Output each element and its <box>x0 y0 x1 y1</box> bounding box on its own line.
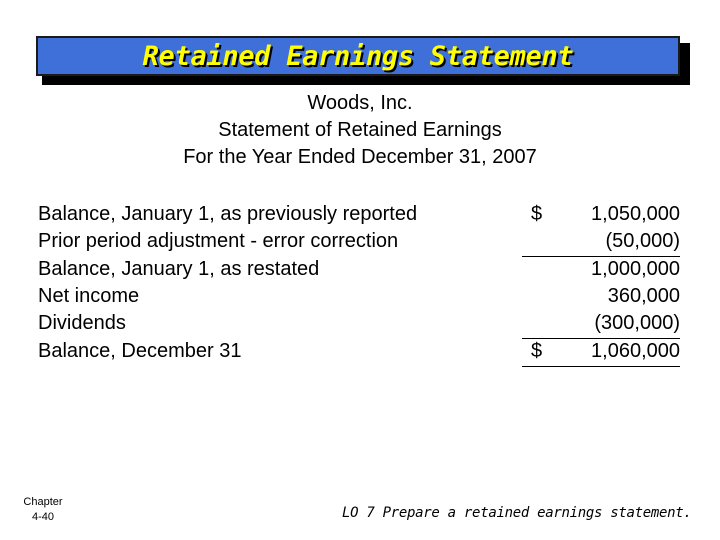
row-currency: $ <box>531 340 543 362</box>
statement-period: For the Year Ended December 31, 2007 <box>183 146 537 168</box>
statement-row <box>0 256 720 283</box>
learning-objective: LO 7 Prepare a retained earnings statement. <box>342 505 692 521</box>
row-amount: (300,000) <box>594 312 680 334</box>
row-amount: 1,050,000 <box>591 203 680 225</box>
slide-title-bar <box>36 36 680 76</box>
slide-title: Retained Earnings Statement <box>142 41 574 72</box>
row-amount: (50,000) <box>605 230 680 252</box>
statement-row <box>0 283 720 310</box>
row-label: Net income <box>38 285 140 307</box>
statement-row <box>0 228 720 255</box>
row-currency: $ <box>531 203 543 225</box>
row-label: Balance, January 1, as previously reported <box>38 203 418 225</box>
statement-row <box>0 201 720 228</box>
row-amount: 1,000,000 <box>591 258 680 280</box>
company-name: Woods, Inc. <box>307 92 413 114</box>
page-number: 4-40 <box>31 511 55 523</box>
statement-name: Statement of Retained Earnings <box>218 119 502 141</box>
row-amount: 360,000 <box>607 285 680 307</box>
row-label: Balance, January 1, as restated <box>38 258 320 280</box>
statement-row <box>0 310 720 337</box>
row-label: Prior period adjustment - error correction <box>38 230 399 252</box>
chapter-text: Chapter <box>23 496 63 508</box>
row-label: Balance, December 31 <box>38 340 242 362</box>
row-amount: 1,060,000 <box>591 340 680 362</box>
chapter-label <box>18 495 68 525</box>
statement-row <box>0 338 720 365</box>
final-total-rule <box>522 366 680 367</box>
row-label: Dividends <box>38 312 126 334</box>
